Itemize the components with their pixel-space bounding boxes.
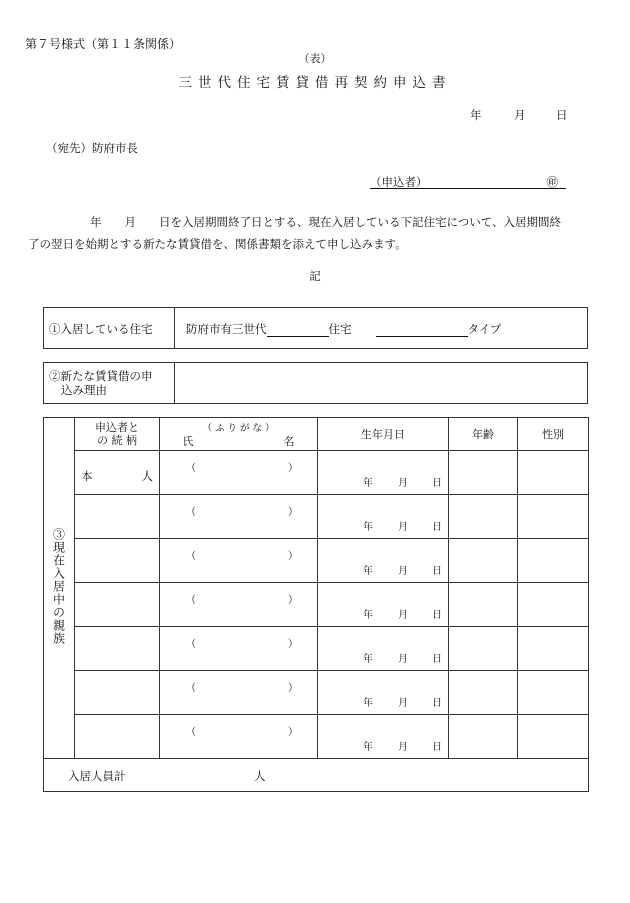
housing-mid: 住宅 (328, 322, 352, 336)
sex-cell[interactable] (518, 539, 589, 583)
body-text-line2: 了の翌日を始期とする新たな賃貸借を、関係書類を添えて申し込みます。 (28, 237, 407, 251)
age-cell[interactable] (449, 495, 518, 539)
applicant-field[interactable] (370, 174, 566, 189)
family-row (44, 583, 589, 627)
section-reason (43, 362, 588, 404)
birthdate-header: 生年月日 (318, 418, 449, 451)
family-row (44, 495, 589, 539)
sex-cell[interactable] (518, 627, 589, 671)
name-cell[interactable]: （ ） (160, 627, 318, 671)
relation-cell[interactable] (75, 583, 160, 627)
document-title: 三世代住宅賃貸借再契約申込書 (178, 75, 452, 91)
housing-type-blank[interactable] (376, 323, 468, 337)
family-row (44, 671, 589, 715)
name-header: （ ふ り が な ） 氏 名 (160, 418, 318, 451)
current-housing-label: ①入居している住宅 (49, 322, 153, 336)
name-cell[interactable]: （ ） (160, 495, 318, 539)
age-header: 年齢 (449, 418, 518, 451)
family-table (43, 417, 589, 792)
applicant-label: （申込者） (370, 175, 428, 189)
relation-header: 申込者と の 続 柄 (75, 418, 160, 451)
sex-cell[interactable] (518, 671, 589, 715)
housing-prefix: 防府市有三世代 (186, 322, 267, 336)
body-text-line1: 年 月 日を入居期間終了日とする、現在入居している下記住宅について、入居期間終 (90, 215, 562, 229)
relation-cell[interactable] (75, 539, 160, 583)
name-cell[interactable]: （ ） (160, 451, 318, 495)
birthdate-cell[interactable]: 年 月 日 (318, 715, 449, 759)
birthdate-cell[interactable]: 年 月 日 (318, 495, 449, 539)
birthdate-cell[interactable]: 年 月 日 (318, 583, 449, 627)
relation-cell[interactable] (75, 627, 160, 671)
date-year: 年 (470, 108, 482, 122)
birthdate-cell[interactable]: 年 月 日 (318, 671, 449, 715)
sex-cell[interactable] (518, 715, 589, 759)
family-side-label: ③現在入居中の親族 (44, 418, 75, 759)
total-label: 入居人員計 (68, 769, 126, 783)
name-cell[interactable]: （ ） (160, 583, 318, 627)
age-cell[interactable] (449, 715, 518, 759)
sex-cell[interactable] (518, 583, 589, 627)
birthdate-cell[interactable]: 年 月 日 (318, 451, 449, 495)
date-month: 月 (514, 108, 526, 122)
housing-number-blank[interactable] (267, 323, 329, 337)
total-row (44, 759, 589, 792)
family-row (44, 715, 589, 759)
age-cell[interactable] (449, 671, 518, 715)
housing-suffix: タイプ (467, 322, 502, 336)
relation-cell[interactable] (75, 671, 160, 715)
birthdate-cell[interactable]: 年 月 日 (318, 627, 449, 671)
section-current-housing (43, 307, 588, 349)
family-row (44, 451, 589, 495)
total-cell[interactable] (44, 759, 589, 792)
age-cell[interactable] (449, 627, 518, 671)
family-row (44, 539, 589, 583)
relation-cell[interactable] (75, 451, 160, 495)
name-cell[interactable]: （ ） (160, 671, 318, 715)
name-cell[interactable]: （ ） (160, 715, 318, 759)
birthdate-cell[interactable]: 年 月 日 (318, 539, 449, 583)
relation-self: 本 人 (81, 469, 153, 483)
date-day: 日 (556, 108, 568, 122)
ki-heading: 記 (309, 269, 321, 283)
age-cell[interactable] (449, 539, 518, 583)
relation-cell[interactable] (75, 715, 160, 759)
sex-header: 性別 (518, 418, 589, 451)
name-cell[interactable]: （ ） (160, 539, 318, 583)
age-cell[interactable] (449, 451, 518, 495)
age-cell[interactable] (449, 583, 518, 627)
seal-mark: ㊞ (546, 175, 558, 189)
relation-cell[interactable] (75, 495, 160, 539)
addressee: （宛先）防府市長 (46, 141, 138, 155)
family-row (44, 627, 589, 671)
side-label: （表） (298, 52, 332, 65)
reason-input[interactable] (176, 365, 584, 401)
form-number: 第７号様式（第１１条関係） (25, 37, 182, 51)
sex-cell[interactable] (518, 451, 589, 495)
current-housing-value[interactable] (186, 321, 501, 337)
sex-cell[interactable] (518, 495, 589, 539)
reason-label: ②新たな賃貸借の申 込み理由 (49, 369, 153, 397)
total-unit: 人 (254, 769, 266, 783)
